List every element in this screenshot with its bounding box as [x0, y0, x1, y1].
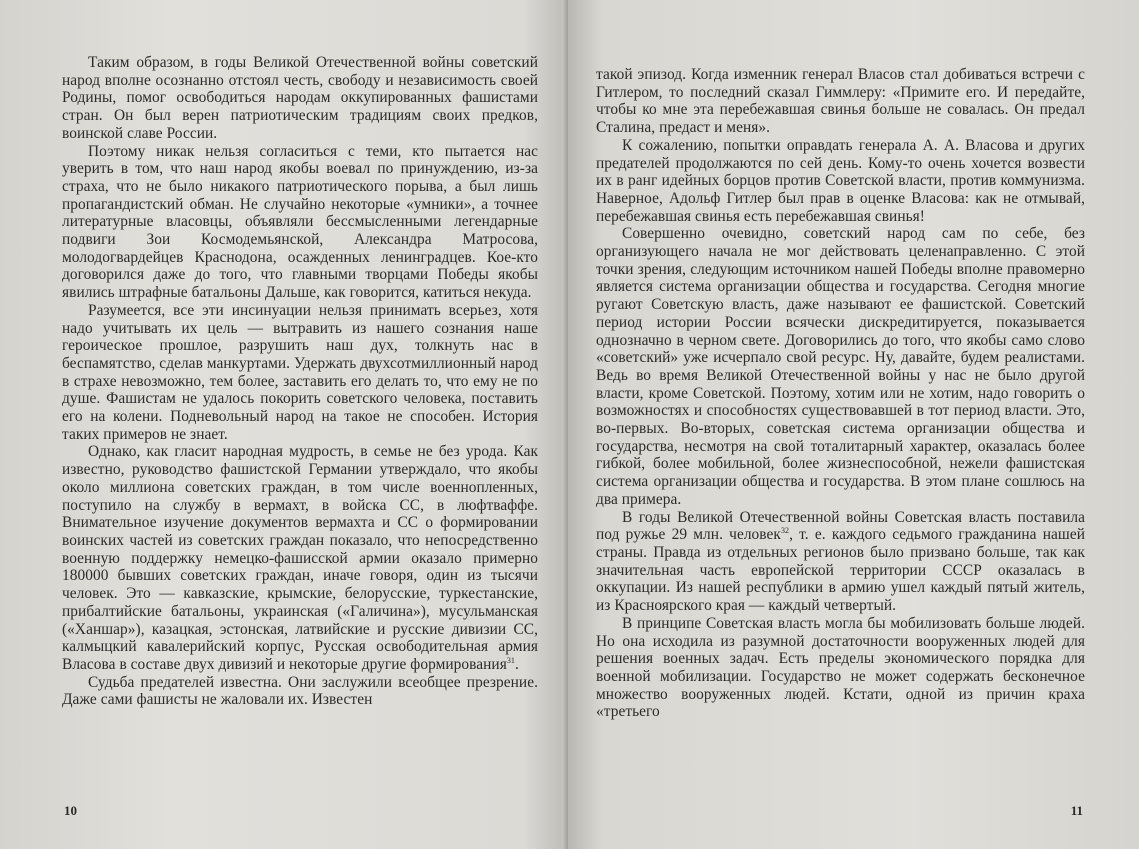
right-paragraph-3-tail: , т. е. каждого седьмого гражданина нашей страны. Правда из отдельных регионов было призвано больше, так как значительная часть европейской территории СССР оказалась в оккупации. Из нашей республики в армию ушел каждый пятый житель, из Красноярского края — каждый четвертый.	[596, 526, 1085, 615]
right-page	[568, 0, 1139, 849]
footnote-ref-32: 32	[780, 526, 790, 536]
right-paragraph-2: Совершенно очевидно, советский народ сам по себе, без организующего начала не мог действовать целенаправленно. С этой точки зрения, следующим источником нашей Победы вполне правомерно является система организации общества и государства. Сегодня многие ругают Советскую власть, даже называют ее фашистской. Советский период истории России всячески дискредитируется, показывается однозначно в черном свете. Договорились до того, что якобы само слово «советский» уже исчерпало свой ресурс. Ну, давайте, будем реалистами. Ведь во время Великой Отечественной войны у нас не было другой власти, кроме Советской. Поэтому, хотим или не хотим, надо говорить о возможностях и способностях существовавшей в тот период власти. Это, во-первых. Во-вторых, советская система организации общества и государства, несмотря на свой тоталитарный характер, оказалась более гибкой, более мобильной, более жизнеспособной, нежели фашистская система организации общества и государства. В этом плане сошлюсь на два примера.	[596, 225, 1085, 508]
footnote-ref-31: 31	[506, 655, 515, 665]
left-paragraph-3: Разумеется, все эти инсинуации нельзя принимать всерьез, хотя надо учитывать их цель — вытравить из нашего сознания наше героическое прошлое, разрушить наш дух, толкнуть нас в беспамятство, сделав манкуртами. Удержать двухсотмиллионный народ в страхе невозможно, тем более, заставить его делать то, что ему не по душе. Фашистам не удалось покорить советского человека, поставить его на колени. Подневольный народ на такое не способен. История таких примеров не знает.	[62, 301, 538, 443]
left-paragraph-5: Судьба предателей известна. Они заслужили всеобщее презрение. Даже сами фашисты не жаловали их. Известен	[62, 673, 538, 709]
left-paragraph-4: Однако, как гласит народная мудрость, в семье не без урода. Как известно, руководство фашистской Германии утверждало, что якобы около миллиона советских граждан, в том числе военнопленных, поступило на службу в вермахт, в войска СС, в люфтваффе. Внимательное изучение документов вермахта и СС о формировании воинских частей из советских граждан показало, что непосредственно военную поддержку немецко-фашисской армии оказало примерно 180000 бывших советских граждан, иначе говоря, один из тысячи человек. Это — кавказские, крымские, белорусские, туркестанские, прибалтийские батальоны, украинская («Галичина»), мусульманская («Ханшар»), казацкая, эстонская, латвийские и русские дивизии СС, калмыцкий кавалерийский корпус, Русская освободительная армия Власова в составе двух дивизий и некоторые другие формирования$^{31}$.	[62, 443, 538, 673]
left-paragraph-4-text: Однако, как гласит народная мудрость, в семье не без урода. Как известно, руководство фашистской Германии утверждало, что якобы около миллиона советских граждан, в том числе военнопленных, поступило на службу в вермахт, в войска СС, в люфтваффе. Внимательное изучение документов вермахта и СС о формировании воинских частей из советских граждан показало, что непосредственно военную поддержку немецко-фашисской армии оказало примерно 180000 бывших советских граждан, иначе говоря, один из тысячи человек. Это — кавказские, крымские, белорусские, туркестанские, прибалтийские батальоны, украинская («Галичина»), мусульманская («Ханшар»), казацкая, эстонская, латвийские и русские дивизии СС, калмыцкий кавалерийский корпус, Русская освободительная армия Власова в составе двух дивизий и некоторые другие формирования	[62, 443, 538, 673]
page-number-left: 10	[64, 803, 77, 818]
right-paragraph-lead: такой эпизод. Когда изменник генерал Власов стал добиваться встречи с Гитлером, то последний сказал Гиммлеру: «Примите его. И передайте, чтобы ко мне эта перебежавшая свинья больше не совалась. Он предал Сталина, предаст и меня».	[596, 66, 1085, 137]
left-page	[0, 0, 568, 849]
right-paragraph-3-text: В годы Великой Отечественной войны Советская власть поставила под ружье 29 млн. человек	[596, 508, 1085, 544]
right-paragraph-4: В принципе Советская власть могла бы мобилизовать больше людей. Но она исходила из разумной достаточности вооруженных людей для решения военных задач. Есть пределы экономического порядка для военной мобилизации. Государство не может содержать бесконечное множество вооруженных людей. Кстати, одной из причин краха «третьего	[596, 614, 1085, 721]
page-number-right: 11	[1070, 803, 1083, 818]
left-paragraph-1: Таким образом, в годы Великой Отечественной войны советский народ вполне осознанно отстоял честь, свободу и независимость своей Родины, помог освободиться народам оккупированных фашистами стран. Он был верен патриотическим традициям своих предков, воинской славе России.	[62, 54, 538, 142]
right-paragraph-1: К сожалению, попытки оправдать генерала А. А. Власова и других предателей продолжаются по сей день. Кому-то очень хочется возвести их в ранг идейных борцов против Советской власти, против коммунизма. Наверное, Адольф Гитлер был прав в оценке Власова: как не отмывай, перебежавшая свинья есть перебежавшая свинья!	[596, 136, 1085, 225]
right-paragraph-3	[596, 509, 1085, 615]
left-paragraph-2: Поэтому никак нельзя согласиться с теми, кто пытается нас уверить в том, что наш народ якобы воевал по принуждению, из-за страха, что не было никакого патриотического порыва, а был лишь пропагандистский обман. Не случайно некоторые «умники», а точнее литературные власовцы, объявляли бессмысленными легендарные подвиги Зои Космодемьянской, Александра Матросова, молодогвардейцев Краснодона, осажденных ленинградцев. Кое-кто договорился даже до того, что главными творцами Победы якобы явились штрафные батальоны Дальше, как говорится, катиться некуда.	[62, 142, 538, 302]
